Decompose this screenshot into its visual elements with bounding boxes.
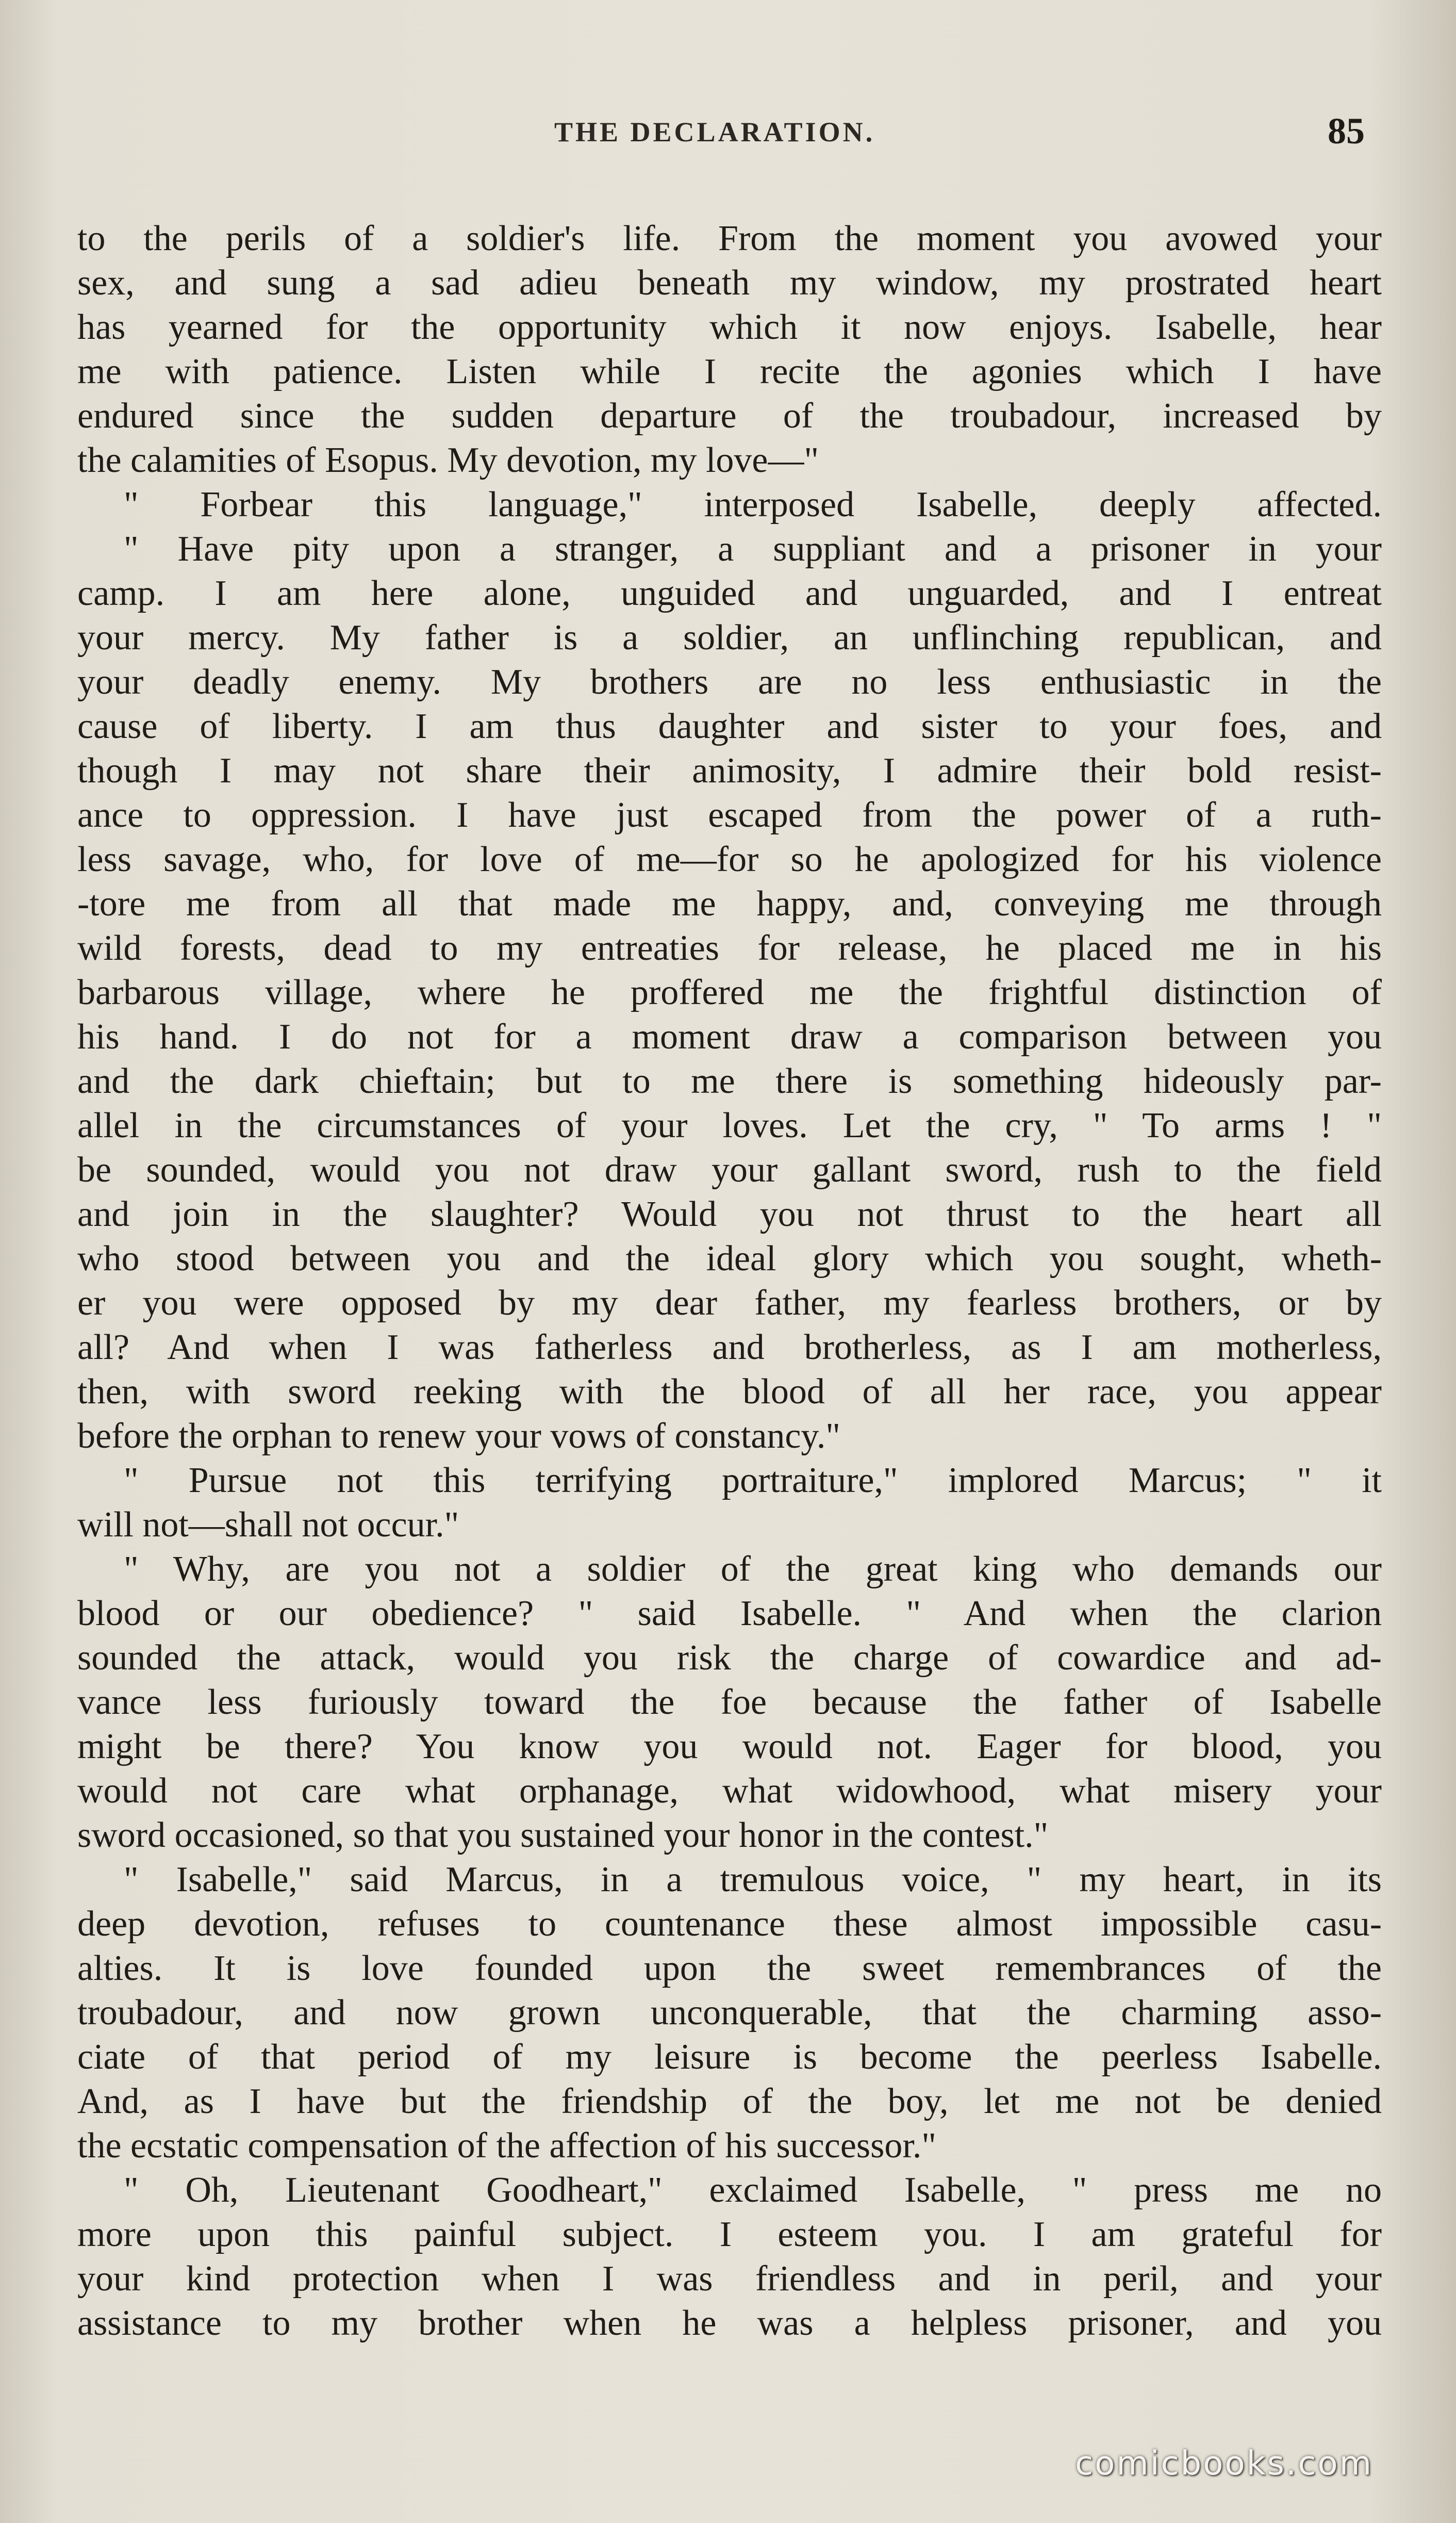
- text-line: vance less furiously toward the foe because the father of Isabelle: [77, 1682, 1382, 1722]
- text-line: sex, and sung a sad adieu beneath my window, my prostrated heart: [77, 263, 1382, 303]
- text-line: cause of liberty. I am thus daughter and sister to your foes, and: [77, 707, 1382, 746]
- text-line: less savage, who, for love of me—for so he apologized for his violence: [77, 840, 1382, 879]
- text-line: " Why, are you not a soldier of the great king who demands our: [124, 1549, 1382, 1589]
- text-line: er you were opposed by my dear father, my fearless brothers, or by: [77, 1283, 1382, 1323]
- text-line: who stood between you and the ideal glory which you sought, wheth-: [77, 1239, 1382, 1279]
- text-line: to the perils of a soldier's life. From the moment you avowed your: [77, 219, 1382, 258]
- page-header: [0, 106, 1456, 168]
- text-line: camp. I am here alone, unguided and unguarded, and I entreat: [77, 574, 1382, 613]
- text-line: your deadly enemy. My brothers are no less enthusiastic in the: [77, 662, 1382, 702]
- text-line: alties. It is love founded upon the sweet remembrances of the: [77, 1948, 1382, 1988]
- text-line: has yearned for the opportunity which it now enjoys. Isabelle, hear: [77, 307, 1382, 347]
- text-line: sword occasioned, so that you sustained your honor in the contest.": [77, 1815, 1049, 1855]
- text-line: " Have pity upon a stranger, a suppliant and a prisoner in your: [124, 529, 1382, 569]
- body-text: [77, 217, 1382, 2346]
- text-line: " Oh, Lieutenant Goodheart," exclaimed Isabelle, " press me no: [124, 2170, 1382, 2210]
- text-line: And, as I have but the friendship of the boy, let me not be denied: [77, 2082, 1382, 2121]
- text-line: " Forbear this language," interposed Isabelle, deeply affected.: [124, 485, 1382, 525]
- text-line: the calamities of Esopus. My devotion, my love—": [77, 440, 819, 480]
- text-line: deep devotion, refuses to countenance these almost impossible casu-: [77, 1904, 1382, 1944]
- text-line: will not—shall not occur.": [77, 1505, 459, 1545]
- text-line: ance to oppression. I have just escaped from the power of a ruth-: [77, 795, 1382, 835]
- text-line: and the dark chieftain; but to me there is something hideously par-: [77, 1061, 1382, 1101]
- text-line: your mercy. My father is a soldier, an unflinching republican, and: [77, 618, 1382, 658]
- text-line: the ecstatic compensation of the affection of his successor.": [77, 2126, 936, 2166]
- text-line: though I may not share their animosity, I admire their bold resist-: [77, 751, 1382, 791]
- page-number: 85: [1328, 110, 1365, 152]
- text-line: might be there? You know you would not. Eager for blood, you: [77, 1727, 1382, 1766]
- text-line: ciate of that period of my leisure is become the peerless Isabelle.: [77, 2037, 1382, 2077]
- text-line: wild forests, dead to my entreaties for release, he placed me in his: [77, 928, 1382, 968]
- text-line: endured since the sudden departure of the troubadour, increased by: [77, 396, 1382, 436]
- text-line: your kind protection when I was friendless and in peril, and your: [77, 2259, 1382, 2299]
- text-line: before the orphan to renew your vows of constancy.": [77, 1416, 840, 1456]
- watermark: comicbooks.com: [1075, 2445, 1374, 2483]
- text-line: and join in the slaughter? Would you not thrust to the heart all: [77, 1194, 1382, 1234]
- text-line: " Pursue not this terrifying portraiture," implored Marcus; " it: [124, 1461, 1382, 1500]
- text-line: then, with sword reeking with the blood of all her race, you appear: [77, 1372, 1382, 1412]
- text-line: -tore me from all that made me happy, and, conveying me through: [77, 884, 1382, 924]
- text-line: all? And when I was fatherless and brotherless, as I am motherless,: [77, 1328, 1382, 1367]
- text-line: blood or our obedience? " said Isabelle. " And when the clarion: [77, 1594, 1382, 1633]
- text-line: his hand. I do not for a moment draw a comparison between you: [77, 1017, 1382, 1057]
- text-line: " Isabelle," said Marcus, in a tremulous voice, " my heart, in its: [124, 1860, 1382, 1899]
- running-title: THE DECLARATION.: [554, 117, 875, 148]
- text-line: troubadour, and now grown unconquerable, that the charming asso-: [77, 1993, 1382, 2033]
- text-line: sounded the attack, would you risk the charge of cowardice and ad-: [77, 1638, 1382, 1678]
- text-line: assistance to my brother when he was a helpless prisoner, and you: [77, 2303, 1382, 2343]
- text-line: be sounded, would you not draw your gallant sword, rush to the field: [77, 1150, 1382, 1190]
- text-line: would not care what orphanage, what widowhood, what misery your: [77, 1771, 1382, 1811]
- text-line: allel in the circumstances of your loves. Let the cry, " To arms ! ": [77, 1106, 1382, 1145]
- text-line: me with patience. Listen while I recite the agonies which I have: [77, 352, 1382, 391]
- text-line: barbarous village, where he proffered me the frightful distinction of: [77, 973, 1382, 1012]
- text-line: more upon this painful subject. I esteem you. I am grateful for: [77, 2215, 1382, 2254]
